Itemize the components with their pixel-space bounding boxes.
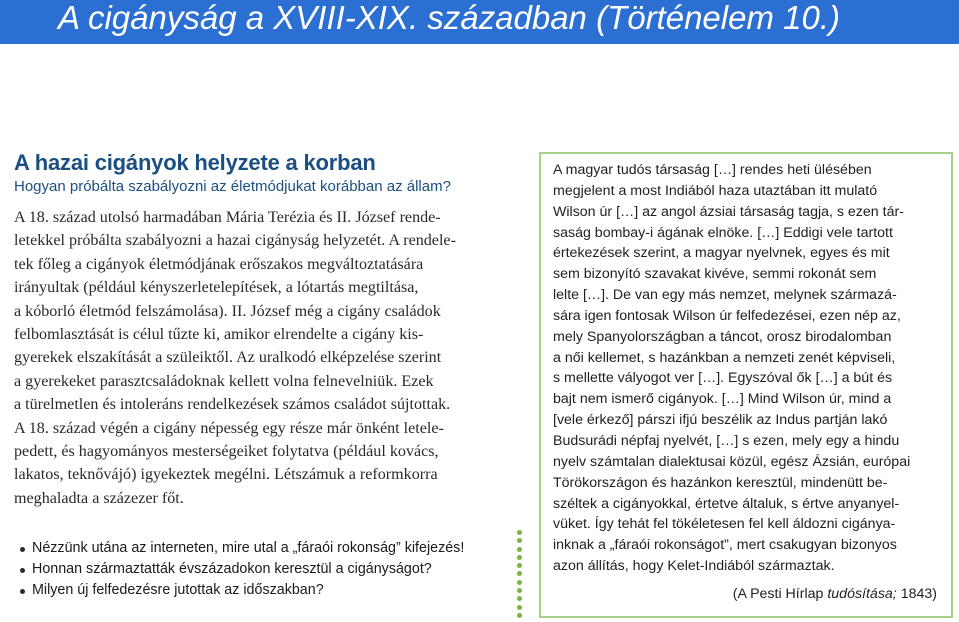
quote-line: azon állítás, hogy Kelet-Indiából származtak. xyxy=(553,558,835,575)
main-text-line: irányultak (például kényszerletelepítések, a lótartás megtiltása, xyxy=(14,279,419,297)
quote-source-prefix: (A Pesti Hírlap xyxy=(732,586,828,602)
main-text xyxy=(14,206,524,510)
question-item: Nézzünk utána az interneten, mire utal a „fáraói rokonság” kifejezés! xyxy=(18,538,513,559)
quote-line: sára igen fontosak Wilson úr felfedezései, ezen nép az, xyxy=(553,307,901,324)
main-text-line: gyerekek elszakítását a szüleiktől. Az uralkodó elképzelése szerint xyxy=(14,349,442,367)
quote-line: Törökországon és hazánkon keresztül, mindenütt be- xyxy=(553,474,888,491)
main-text-line: a kóborló életmód felszámolása). II. József még a cigány családok xyxy=(14,302,441,320)
quote-line: Budsurádi népfaj nyelvét, […] s ezen, mely egy a hindu xyxy=(553,432,900,449)
section-subtitle: Hogyan próbálta szabályozni az életmódjukat korábban az állam? xyxy=(14,178,451,195)
dotted-separator xyxy=(516,530,522,618)
quote-line: Wilson úr […] az angol ázsiai társaság tagja, s ezen tár- xyxy=(553,203,904,220)
section-heading: A hazai cigányok helyzete a korban xyxy=(14,150,376,175)
main-text-line: lakatos, teknővájó) igyekeztek megélni. Létszámuk a reformkorra xyxy=(14,466,438,484)
main-text-line: A 18. század végén a cigány népesség egy része már önként letele- xyxy=(14,419,444,437)
main-text-line: felbomlasztását is célul tűzte ki, amikor elrendelte a cigány kis- xyxy=(14,325,424,343)
quote-line: vüket. Így tehát fel tökéletesen fel kell áldozni cigánya- xyxy=(553,516,896,533)
quote-line: inknak a „fáraói rokonságot”, mert csakugyan bizonyos xyxy=(553,537,897,554)
quote-source xyxy=(733,586,937,602)
question-item: Milyen új felfedezésre jutottak az időszakban? xyxy=(18,580,513,601)
question-item: Honnan származtatták évszázadokon keresztül a cigányságot? xyxy=(18,559,513,580)
question-list xyxy=(18,538,513,601)
main-text-line: a gyerekeket parasztcsaládoknak kellett volna felnevelniük. Ezek xyxy=(14,372,434,390)
page-title: A cigányság a XVIII-XIX. században (Történelem 10.) xyxy=(58,0,840,36)
quote-line: s mellette vályogot ver […]. Egyszóval ők […] a bút és xyxy=(553,370,893,387)
quote-text xyxy=(553,160,945,577)
quote-line: lelte […]. De van egy más nemzet, melynek származá- xyxy=(553,287,897,304)
main-text-line: letekkel próbálta szabályozni a hazai cigányság helyzetét. A rendele- xyxy=(14,232,456,250)
quote-line: A magyar tudós társaság […] rendes heti ülésében xyxy=(553,162,872,178)
main-text-line: tek főleg a cigányok életmódjának erőszakos megváltoztatására xyxy=(14,255,424,273)
quote-line: [vele érkező] párszi ifjú beszélik az Indus partján lakó xyxy=(553,412,888,429)
quote-source-italic: tudósítása; xyxy=(827,586,897,602)
quote-line: bajt nem ismerő cigányok. […] Mind Wilson úr, mind a xyxy=(553,391,892,408)
main-text-line: A 18. század utolsó harmadában Mária Terézia és II. József rende- xyxy=(14,209,441,226)
main-text-line: pedett, és hagyományos mesterségeiket folytatva (például kovács, xyxy=(14,442,439,460)
quote-source-suffix: 1843) xyxy=(896,586,937,602)
quote-line: nyelv számtalan dialektusai közül, egész Ázsián, európai xyxy=(553,453,911,470)
quote-line: saság bombay-i ágának elnöke. […] Eddigi vele tartott xyxy=(553,224,893,241)
quote-line: megjelent a most Indiából haza utaztában itt mulató xyxy=(553,182,878,199)
quote-line: értekezések szerint, a magyar nyelvnek, egyes és mit xyxy=(553,245,890,262)
quote-line: sem bizonyító szavakat kivéve, semmi rokonát sem xyxy=(553,266,877,283)
quote-line: mely Spanyolországban a táncot, orosz birodalomban xyxy=(553,328,892,345)
quote-line: széltek a cigányokkal, értetve általuk, s értve anyanyel- xyxy=(553,495,900,512)
main-text-line: meghaladta a százezer főt. xyxy=(14,489,184,507)
main-text-line: a türelmetlen és intoleráns rendelkezések számos családot sújtottak. xyxy=(14,396,451,414)
quote-line: a női kellemet, s hazánkban a nemzeti zenét képviseli, xyxy=(553,349,896,366)
